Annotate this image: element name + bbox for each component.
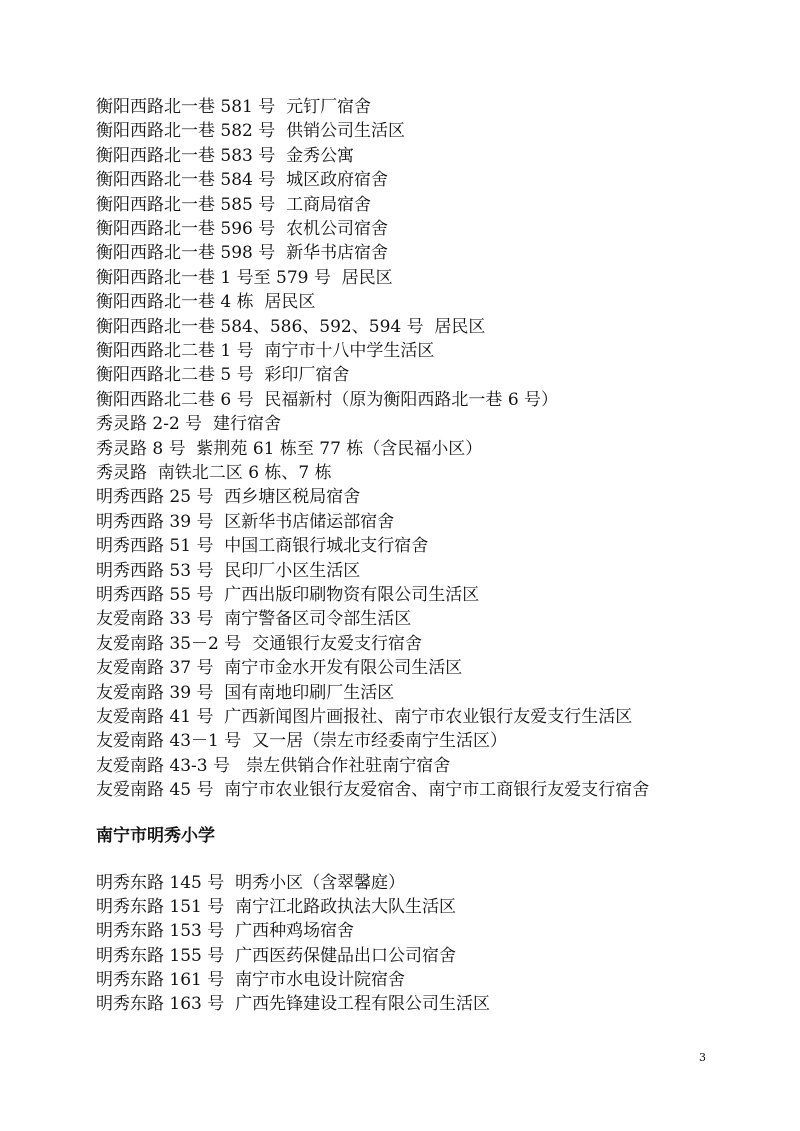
page-number: 3	[699, 1051, 706, 1064]
address-line: 明秀东路 151 号 南宁江北路政执法大队生活区	[96, 897, 457, 917]
address-line: 衡阳西路北一巷 583 号 金秀公寓	[96, 146, 355, 166]
address-line: 友爱南路 37 号 南宁市金水开发有限公司生活区	[96, 658, 463, 678]
address-line: 明秀西路 25 号 西乡塘区税局宿舍	[96, 487, 361, 507]
address-line: 明秀东路 153 号 广西种鸡场宿舍	[96, 921, 355, 941]
address-line: 衡阳西路北一巷 598 号 新华书店宿舍	[96, 243, 389, 263]
address-line: 明秀东路 163 号 广西先锋建设工程有限公司生活区	[96, 994, 491, 1014]
address-line: 衡阳西路北一巷 584、586、592、594 号 居民区	[96, 317, 486, 337]
address-line: 明秀东路 161 号 南宁市水电设计院宿舍	[96, 970, 406, 990]
address-line: 衡阳西路北一巷 596 号 农机公司宿舍	[96, 219, 389, 239]
address-line: 明秀西路 53 号 民印厂小区生活区	[96, 561, 361, 581]
address-line: 友爱南路 45 号 南宁市农业银行友爱宿舍、南宁市工商银行友爱支行宿舍	[96, 780, 650, 800]
address-line: 衡阳西路北一巷 1 号至 579 号 居民区	[96, 268, 393, 288]
address-line: 衡阳西路北二巷 5 号 彩印厂宿舍	[96, 365, 350, 385]
address-line: 友爱南路 43-3 号 崇左供销合作社驻南宁宿舍	[96, 756, 451, 776]
address-line: 明秀西路 51 号 中国工商银行城北支行宿舍	[96, 536, 429, 556]
address-line: 友爱南路 43－1 号 又一居（崇左市经委南宁生活区）	[96, 731, 508, 751]
address-line: 秀灵路 南铁北二区 6 栋、7 栋	[96, 463, 332, 483]
address-line: 明秀东路 155 号 广西医药保健品出口公司宿舍	[96, 946, 457, 966]
address-line: 友爱南路 39 号 国有南地印刷厂生活区	[96, 683, 395, 703]
address-line: 衡阳西路北二巷 1 号 南宁市十八中学生活区	[96, 341, 435, 361]
address-line: 秀灵路 8 号 紫荆苑 61 栋至 77 栋（含民福小区）	[96, 439, 483, 459]
section-heading: 南宁市明秀小学	[96, 826, 215, 846]
address-line: 衡阳西路北二巷 6 号 民福新村（原为衡阳西路北一巷 6 号）	[96, 390, 559, 410]
address-line: 明秀西路 55 号 广西出版印刷物资有限公司生活区	[96, 585, 480, 605]
address-line: 衡阳西路北一巷 4 栋 居民区	[96, 292, 316, 312]
address-line: 友爱南路 35－2 号 交通银行友爱支行宿舍	[96, 634, 423, 654]
address-line: 友爱南路 33 号 南宁警备区司令部生活区	[96, 609, 412, 629]
address-line: 明秀西路 39 号 区新华书店储运部宿舍	[96, 512, 395, 532]
address-line: 友爱南路 41 号 广西新闻图片画报社、南宁市农业银行友爱支行生活区	[96, 707, 633, 727]
address-line: 衡阳西路北一巷 585 号 工商局宿舍	[96, 195, 372, 215]
address-line: 衡阳西路北一巷 584 号 城区政府宿舍	[96, 170, 389, 190]
address-line: 衡阳西路北一巷 581 号 元钉厂宿舍	[96, 97, 372, 117]
address-line: 衡阳西路北一巷 582 号 供销公司生活区	[96, 121, 406, 141]
address-line: 秀灵路 2-2 号 建行宿舍	[96, 414, 281, 434]
address-line: 明秀东路 145 号 明秀小区（含翠馨庭）	[96, 873, 406, 893]
